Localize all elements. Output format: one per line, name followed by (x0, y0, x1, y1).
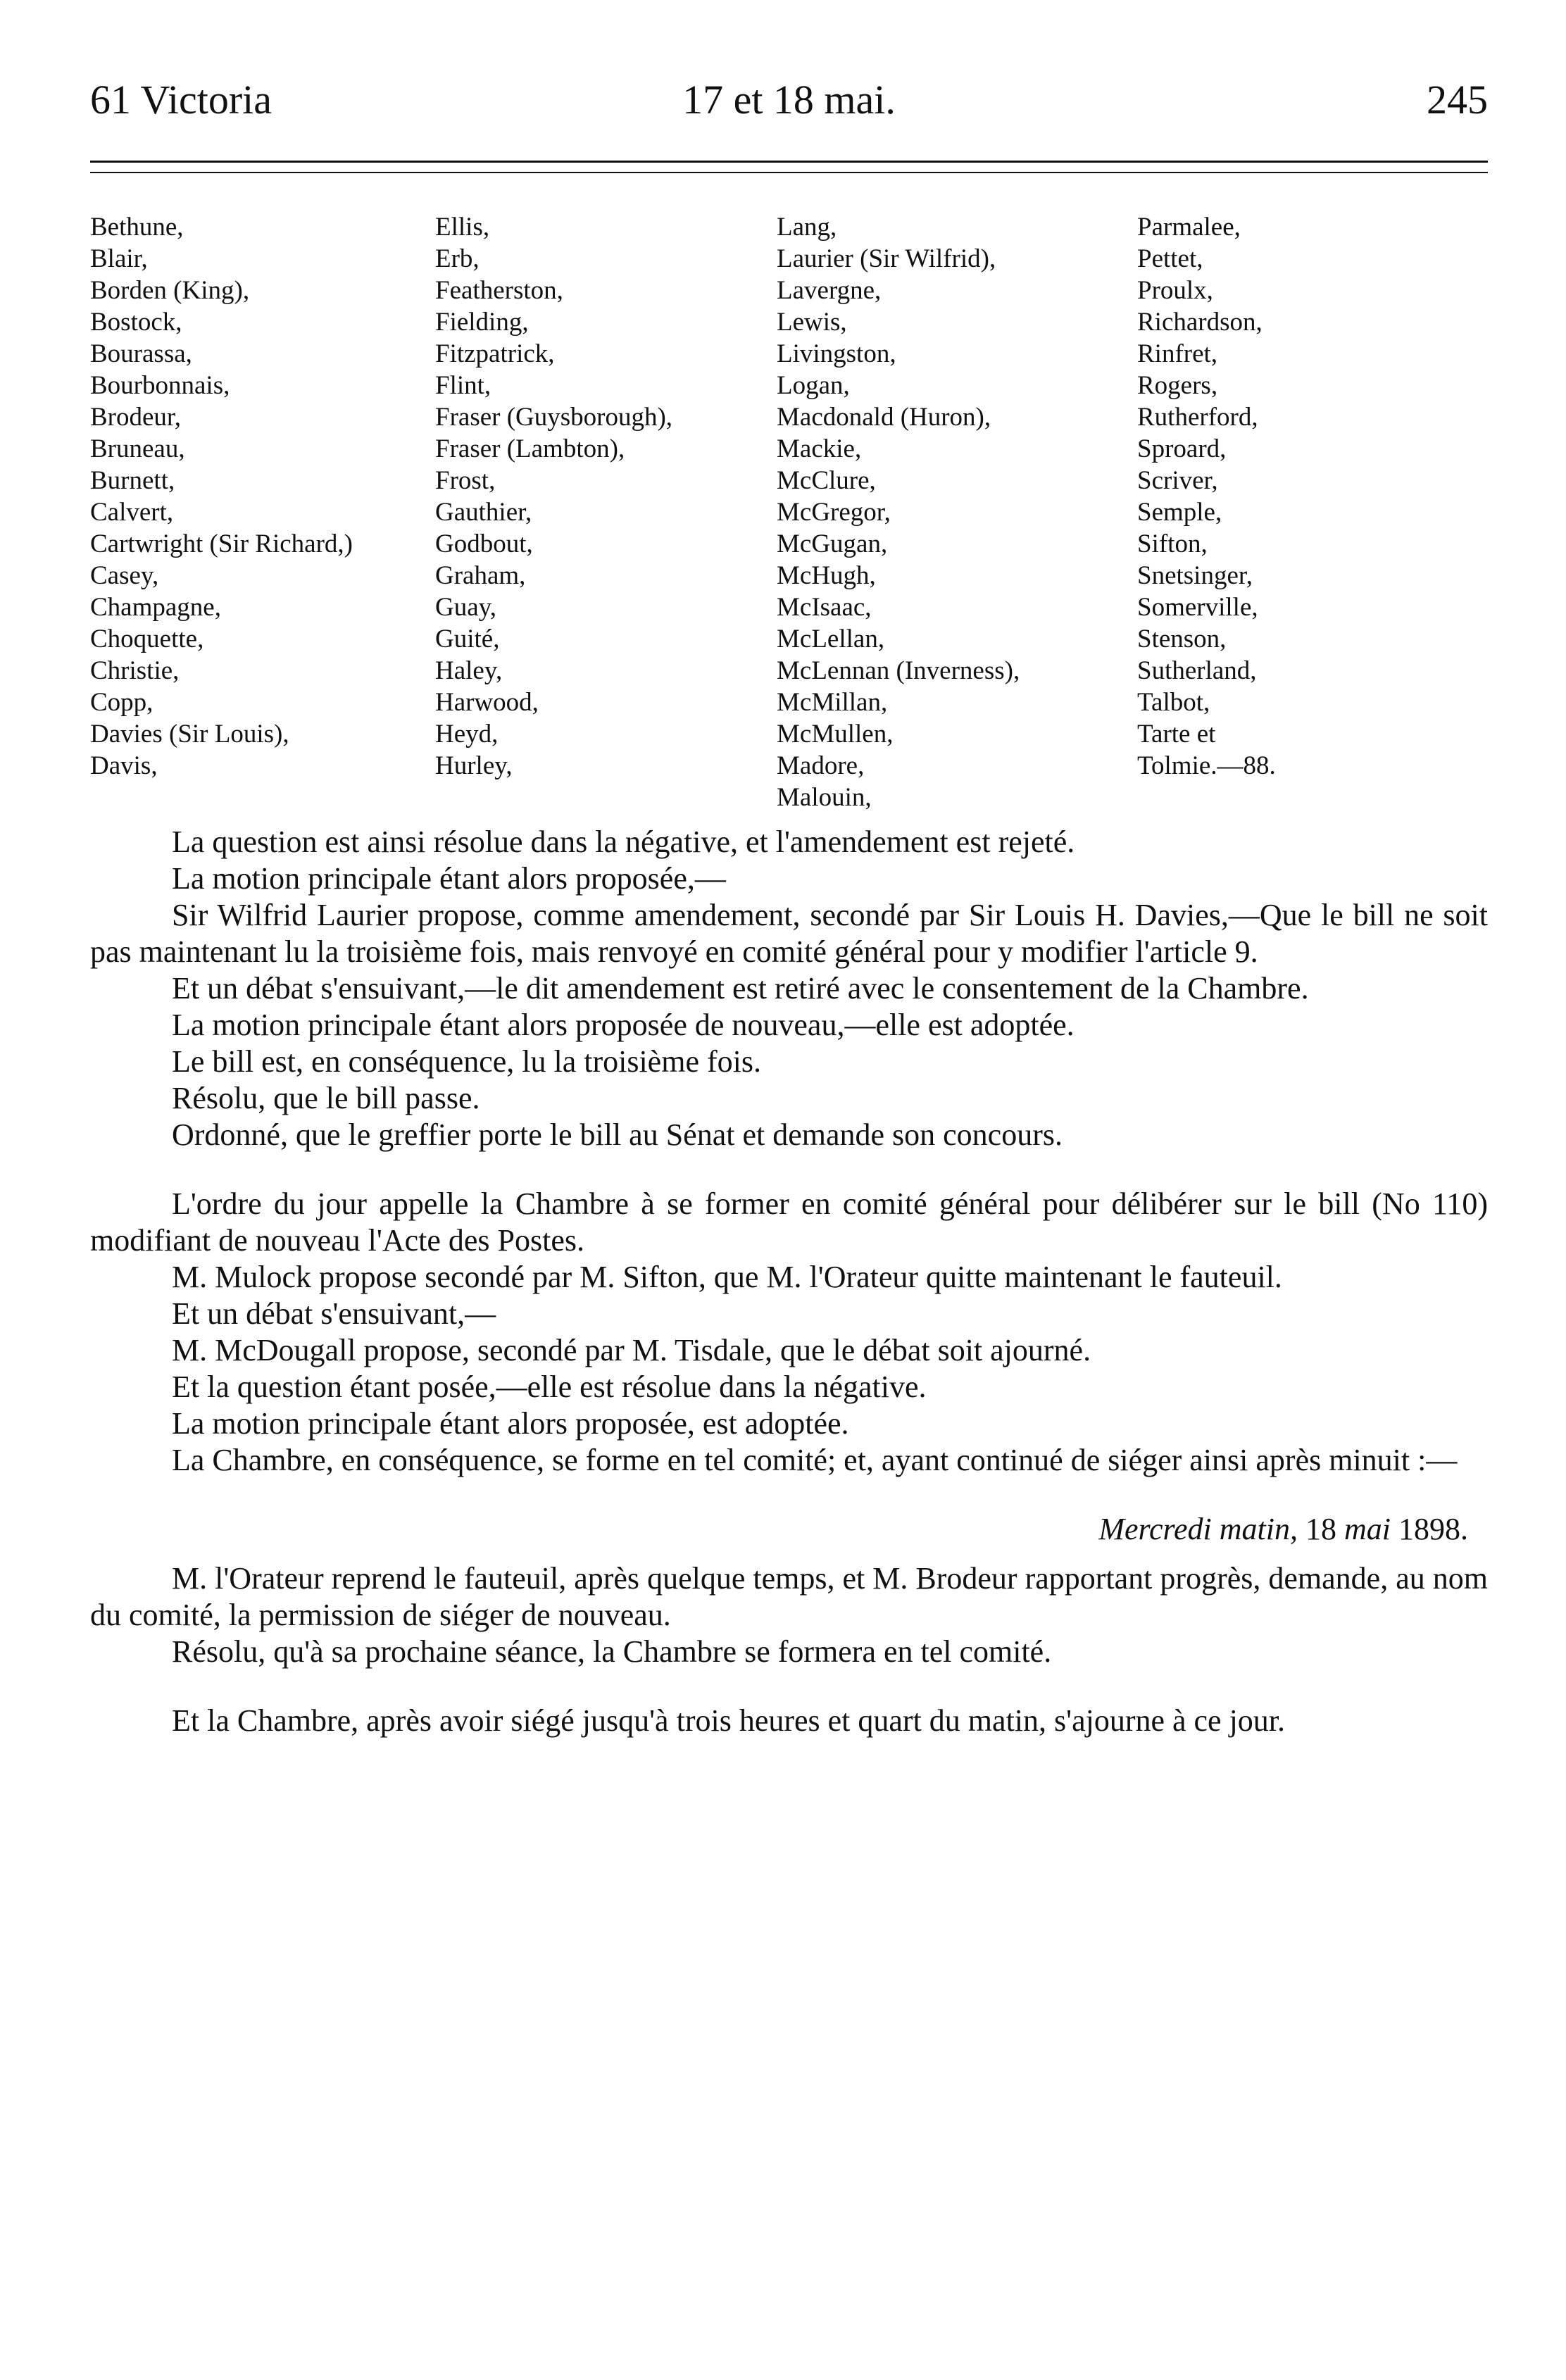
division-list (90, 211, 1488, 812)
member-name: Bostock, (90, 308, 182, 337)
paragraph: L'ordre du jour appelle la Chambre à se former en comité général pour délibérer sur le bill (No 110) modifiant de nouveau l'Acte des Postes. (90, 1186, 1488, 1258)
member-name: Brodeur, (90, 403, 182, 432)
member-name: Fraser (Lambton), (435, 434, 625, 463)
member-name: Gauthier, (435, 498, 532, 527)
member-name: Blair, (90, 244, 148, 273)
proceedings-body (90, 824, 1488, 1739)
member-name: Flint, (435, 371, 491, 400)
paragraph: Et la question étant posée,—elle est résolue dans la négative. (172, 1370, 927, 1404)
member-name: Parmalee, (1137, 213, 1241, 242)
member-name: Heyd, (435, 720, 499, 749)
dateline-year: 1898. (1391, 1512, 1468, 1546)
member-name: Lewis, (777, 308, 847, 337)
member-name: Harwood, (435, 688, 539, 717)
member-name: Somerville, (1137, 593, 1258, 622)
member-name: McLennan (Inverness), (777, 656, 1020, 685)
member-name: Lang, (777, 213, 837, 242)
page-header (90, 72, 1488, 128)
section-third-reading (90, 824, 1488, 1153)
paragraph: Et la Chambre, après avoir siégé jusqu'à trois heures et quart du matin, s'ajourne à ce jour. (172, 1703, 1286, 1738)
member-name: Sutherland, (1137, 656, 1257, 685)
dateline-month: mai (1344, 1512, 1391, 1546)
member-name: Fraser (Guysborough), (435, 403, 673, 432)
header-rule-bottom (90, 172, 1488, 173)
member-name: Erb, (435, 244, 480, 273)
member-name: Scriver, (1137, 466, 1218, 495)
member-name: Talbot, (1137, 688, 1210, 717)
member-name: Malouin, (777, 783, 872, 812)
member-name: Laurier (Sir Wilfrid), (777, 244, 996, 273)
member-name: Haley, (435, 656, 503, 685)
member-name: Graham, (435, 561, 526, 590)
member-name: Rinfret, (1137, 339, 1218, 368)
member-name: Davis, (90, 751, 158, 780)
section-adjournment (90, 1703, 1488, 1739)
member-name: Guay, (435, 593, 496, 622)
page-number: 245 (1427, 77, 1488, 123)
paragraph: M. l'Orateur reprend le fauteuil, après quelque temps, et M. Brodeur rapportant progrès, demande, au nom du comité, la permission de siéger de nouveau. (90, 1561, 1488, 1632)
member-name: Bethune, (90, 213, 184, 242)
member-name: Sifton, (1137, 530, 1208, 558)
paragraph: Sir Wilfrid Laurier propose, comme amendement, secondé par Sir Louis H. Davies,—Que le bill ne soit pas maintenant lu la troisième fois, mais renvoyé en comité général pour y modifier l'article 9. (90, 898, 1488, 969)
dateline-day-name: Mercredi matin, (1098, 1512, 1298, 1546)
paragraph: Résolu, qu'à sa prochaine séance, la Chambre se formera en tel comité. (172, 1634, 1052, 1669)
member-name: Tarte et (1137, 720, 1216, 749)
paragraph: La motion principale étant alors proposée,— (172, 861, 726, 896)
member-name: Bourbonnais, (90, 371, 230, 400)
names-column-4 (1137, 211, 1276, 782)
member-name: Cartwright (Sir Richard,) (90, 530, 353, 558)
header-rule-top (90, 161, 1488, 163)
member-name: Madore, (777, 751, 865, 780)
paragraph: Résolu, que le bill passe. (172, 1081, 480, 1115)
member-name: Davies (Sir Louis), (90, 720, 289, 749)
section-report-progress (90, 1560, 1488, 1670)
member-name: McGregor, (777, 498, 891, 527)
member-name: Featherston, (435, 276, 563, 305)
member-name: Macdonald (Huron), (777, 403, 991, 432)
member-name: Godbout, (435, 530, 533, 558)
session-dates: 17 et 18 mai. (682, 77, 896, 123)
member-name: Calvert, (90, 498, 174, 527)
member-name: McClure, (777, 466, 876, 495)
member-name: Burnett, (90, 466, 175, 495)
member-name: Fielding, (435, 308, 529, 337)
paragraph: Et un débat s'ensuivant,—le dit amendement est retiré avec le consentement de la Chambre. (172, 971, 1309, 1006)
member-name: Rutherford, (1137, 403, 1258, 432)
member-name: Snetsinger, (1137, 561, 1253, 590)
member-name: Proulx, (1137, 276, 1213, 305)
paragraph: La motion principale étant alors proposée, est adoptée. (172, 1406, 849, 1441)
member-name: Copp, (90, 688, 154, 717)
member-name: McLellan, (777, 625, 885, 653)
member-name: McGugan, (777, 530, 888, 558)
paragraph: La question est ainsi résolue dans la négative, et l'amendement est rejeté. (172, 825, 1075, 859)
dateline-day: 18 (1298, 1512, 1344, 1546)
paragraph: Et un débat s'ensuivant,— (172, 1296, 496, 1331)
member-name: McMullen, (777, 720, 894, 749)
paragraph: M. McDougall propose, secondé par M. Tisdale, que le débat soit ajourné. (172, 1333, 1091, 1367)
member-name: Hurley, (435, 751, 513, 780)
regnal-year: 61 Victoria (90, 77, 272, 123)
member-name: Ellis, (435, 213, 490, 242)
names-column-2 (435, 211, 672, 782)
paragraph: Ordonné, que le greffier porte le bill au Sénat et demande son concours. (172, 1117, 1063, 1152)
member-name: Choquette, (90, 625, 204, 653)
section-postal-bill (90, 1186, 1488, 1479)
member-name: Bourassa, (90, 339, 192, 368)
dateline (90, 1511, 1488, 1548)
member-name: McMillan, (777, 688, 888, 717)
member-name: McHugh, (777, 561, 876, 590)
member-name: Casey, (90, 561, 159, 590)
member-name: Guité, (435, 625, 500, 653)
member-name: Pettet, (1137, 244, 1203, 273)
member-name: Frost, (435, 466, 496, 495)
member-name: Tolmie.—88. (1137, 751, 1276, 780)
member-name: Fitzpatrick, (435, 339, 555, 368)
member-name: Stenson, (1137, 625, 1227, 653)
member-name: Borden (King), (90, 276, 250, 305)
member-name: Christie, (90, 656, 180, 685)
names-column-3 (777, 211, 1020, 813)
member-name: Logan, (777, 371, 850, 400)
member-name: Semple, (1137, 498, 1222, 527)
paragraph: La Chambre, en conséquence, se forme en tel comité; et, ayant continué de siéger ainsi après minuit :— (172, 1443, 1458, 1477)
member-name: Bruneau, (90, 434, 185, 463)
paragraph: La motion principale étant alors proposée de nouveau,—elle est adoptée. (172, 1008, 1075, 1042)
member-name: Livingston, (777, 339, 896, 368)
member-name: Rogers, (1137, 371, 1218, 400)
names-column-1 (90, 211, 353, 782)
member-name: Richardson, (1137, 308, 1263, 337)
member-name: Sproard, (1137, 434, 1227, 463)
member-name: Lavergne, (777, 276, 882, 305)
paragraph: M. Mulock propose secondé par M. Sifton, que M. l'Orateur quitte maintenant le fauteuil. (172, 1260, 1282, 1294)
member-name: McIsaac, (777, 593, 872, 622)
member-name: Mackie, (777, 434, 862, 463)
member-name: Champagne, (90, 593, 221, 622)
paragraph: Le bill est, en conséquence, lu la troisième fois. (172, 1044, 761, 1079)
